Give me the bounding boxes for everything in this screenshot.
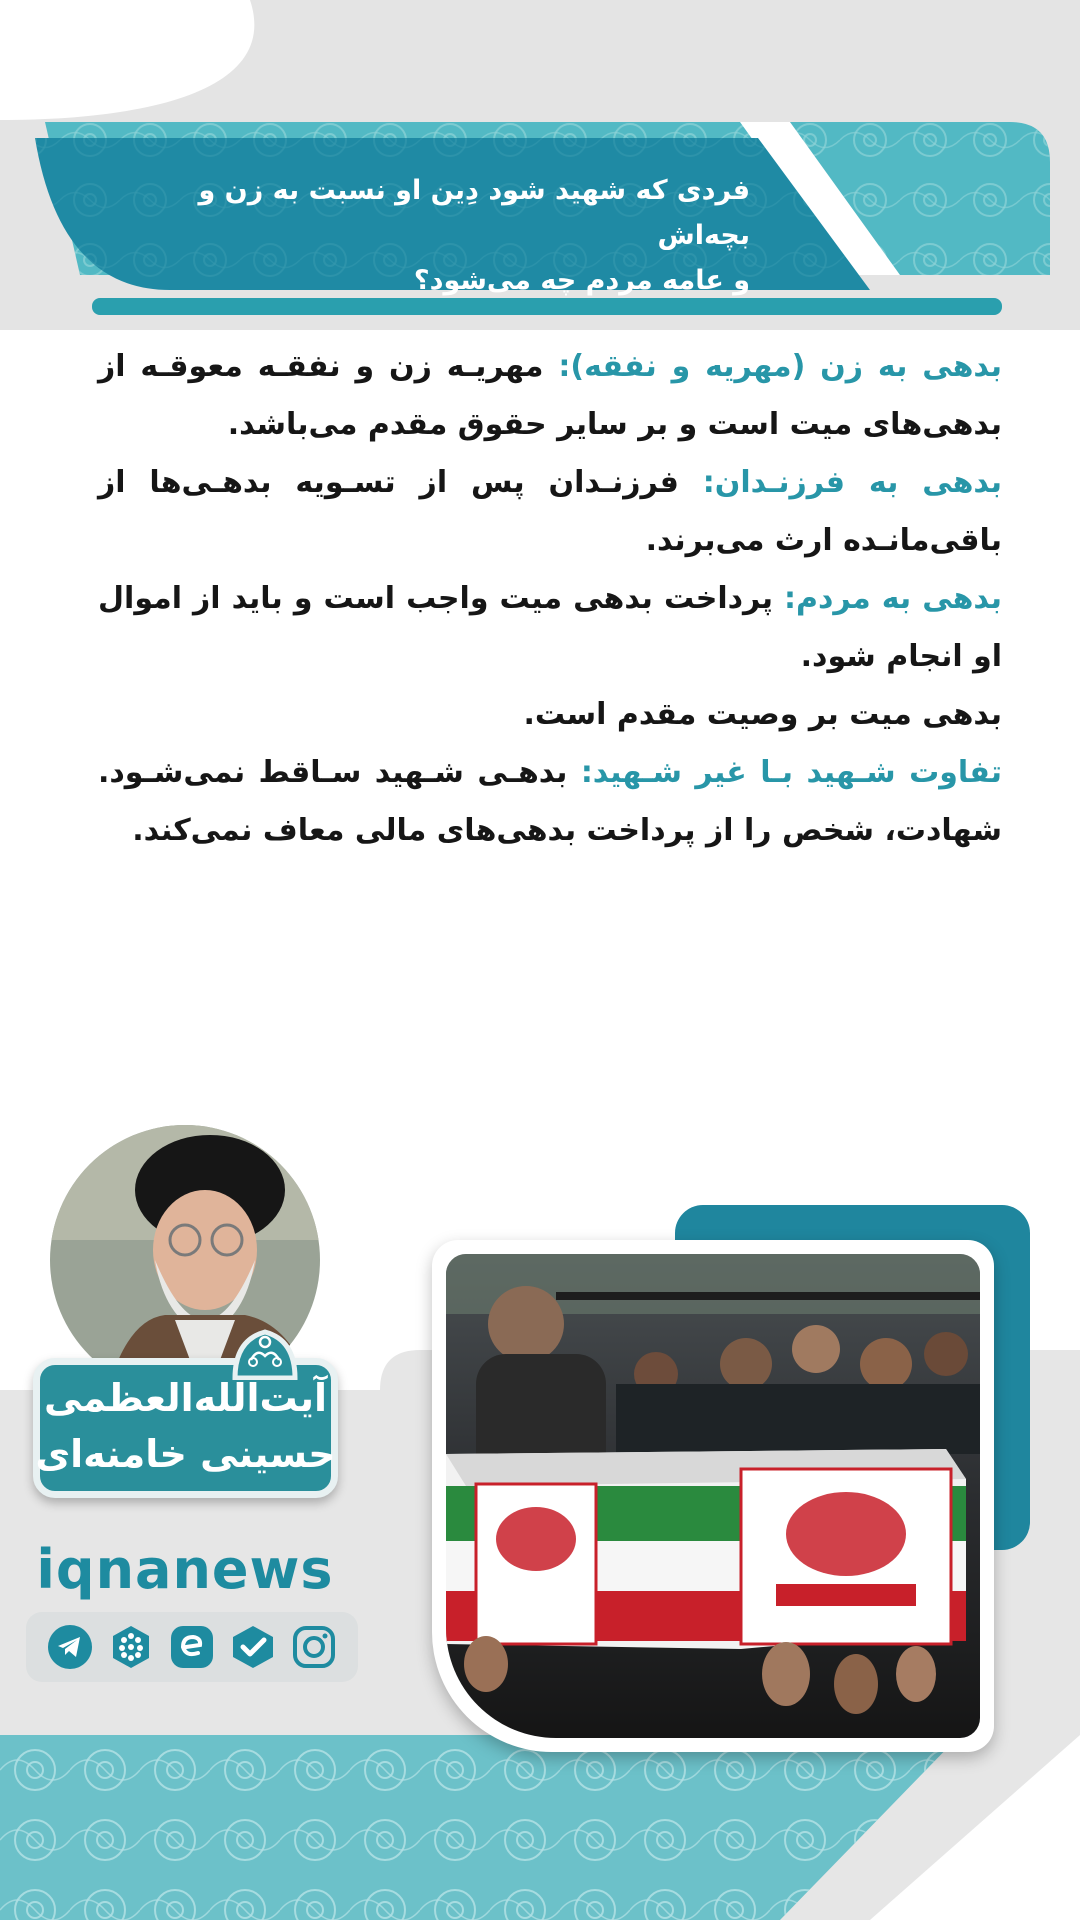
heading-people-debt: بدهی به مردم: xyxy=(784,581,1002,616)
heading-children-debt: بدهی به فرزنـدان: xyxy=(702,465,1002,500)
text-wife-debt: مهریـه زن و نفقـه معوقـه از بدهی‌های میت است و بر سایر حقوق مقدم می‌باشد. xyxy=(98,349,1002,442)
header-underline xyxy=(92,298,1002,315)
bale-icon[interactable] xyxy=(107,1623,155,1671)
text-martyr-difference: بدهـی شـهید سـاقط نمی‌شـود. شهادت، شخص را از پرداخت بدهی‌های مالی معاف نمی‌کند. xyxy=(98,755,1002,848)
leader-name xyxy=(33,1370,338,1482)
brand-logo-text: iqnanews xyxy=(36,1538,334,1601)
paragraph-will xyxy=(98,686,1002,744)
heading-martyr-difference: تفاوت شـهید بـا غیر شـهید: xyxy=(580,755,1002,790)
title-line-1: فردی که شهید شود دِین او نسبت به زن و بچه‌اش xyxy=(198,175,750,251)
page-title xyxy=(110,168,750,303)
paragraph-children-debt xyxy=(98,454,1002,570)
title-line-2: و عامه مردم چه می‌شود؟ xyxy=(413,265,750,296)
leader-name-line-2: حسینی خامنه‌ای xyxy=(35,1432,336,1476)
rubika-icon[interactable] xyxy=(229,1623,277,1671)
text-children-debt: فرزنـدان پس از تسـویه بدهـی‌ها از باقی‌مانـده ارث می‌برند. xyxy=(98,465,1002,558)
heading-wife-debt: بدهی به زن (مهریه و نفقه): xyxy=(558,349,1002,384)
photo-frame xyxy=(432,1240,994,1752)
eitaa-icon[interactable] xyxy=(168,1623,216,1671)
leader-name-line-1: آیت‌الله‌العظمی xyxy=(43,1376,328,1420)
text-will: بدهی میت بر وصیت مقدم است. xyxy=(523,697,1002,732)
article-body xyxy=(98,338,1002,860)
paragraph-wife-debt xyxy=(98,338,1002,454)
telegram-icon[interactable] xyxy=(46,1623,94,1671)
funeral-photo xyxy=(446,1254,980,1738)
text-people-debt: پرداخت بدهی میت واجب است و باید از اموال او انجام شود. xyxy=(98,581,1002,674)
coffin-procession-image xyxy=(446,1254,980,1738)
paragraph-people-debt xyxy=(98,570,1002,686)
social-links-bar xyxy=(26,1612,358,1682)
bottom-pattern-background xyxy=(0,1735,1080,1920)
instagram-icon[interactable] xyxy=(290,1623,338,1671)
paragraph-martyr-difference xyxy=(98,744,1002,860)
